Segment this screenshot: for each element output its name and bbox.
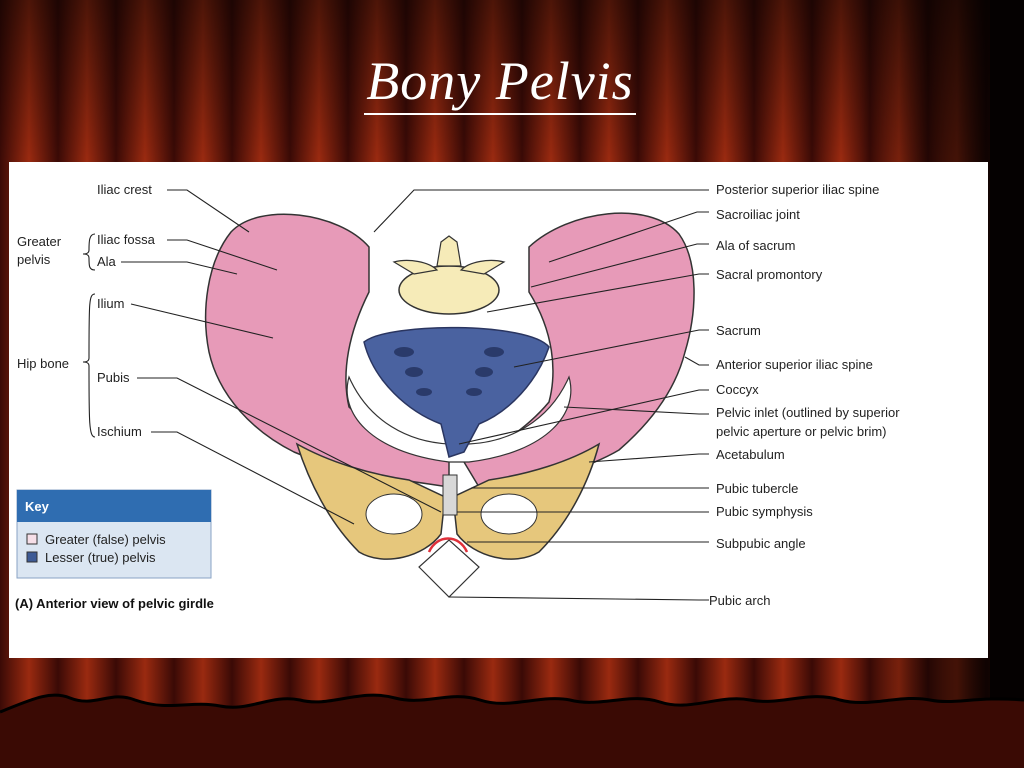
figure-caption: (A) Anterior view of pelvic girdle — [15, 596, 214, 611]
key-label-lesser: Lesser (true) pelvis — [45, 550, 156, 565]
label-pelvic-inlet-line2: pelvic aperture or pelvic brim) — [716, 424, 887, 439]
label-pubic-arch: Pubic arch — [709, 593, 771, 608]
slide-title — [0, 50, 1000, 112]
right-obturator-foramen — [481, 494, 537, 534]
label-subpubic-angle: Subpubic angle — [716, 536, 806, 551]
label-iliac-fossa: Iliac fossa — [97, 232, 155, 247]
label-ilium: Ilium — [97, 296, 125, 311]
pubic-symphysis-shape — [443, 475, 457, 515]
label-sacrum: Sacrum — [716, 323, 761, 338]
label-ischium: Ischium — [97, 424, 142, 439]
slide-title-text: Bony Pelvis — [364, 51, 635, 115]
left-obturator-foramen — [366, 494, 422, 534]
key-swatch-greater — [27, 534, 37, 544]
label-sacral-promontory: Sacral promontory — [716, 267, 823, 282]
brace-hip-bone — [83, 294, 95, 437]
pubic-arch-lines — [419, 540, 479, 597]
label-ala-of-sacrum: Ala of sacrum — [716, 238, 796, 253]
leader-anterior-superior-iliac-spine — [685, 357, 709, 365]
leader-iliac-crest — [167, 190, 249, 232]
label-hip-bone: Hip bone — [17, 356, 70, 371]
label-sacroiliac-joint: Sacroiliac joint — [716, 207, 800, 222]
label-coccyx: Coccyx — [716, 382, 759, 397]
key-title: Key — [25, 499, 49, 514]
label-acetabulum: Acetabulum — [716, 447, 785, 462]
label-pubic-tubercle: Pubic tubercle — [716, 481, 799, 496]
leader-pubic-arch — [449, 597, 709, 600]
label-pubis: Pubis — [97, 370, 130, 385]
label-greater-line2: pelvis — [17, 252, 51, 267]
brace-greater-pelvis — [83, 234, 95, 270]
key-swatch-lesser — [27, 552, 37, 562]
label-posterior-superior-iliac-spine: Posterior superior iliac spine — [716, 182, 880, 197]
vertebral-process-shape — [437, 236, 461, 266]
label-iliac-crest: Iliac crest — [97, 182, 152, 197]
label-ala: Ala — [97, 254, 116, 269]
label-pelvic-inlet-line1: Pelvic inlet (outlined by superior — [716, 405, 900, 420]
label-greater-line1: Greater — [17, 234, 62, 249]
label-anterior-superior-iliac-spine: Anterior superior iliac spine — [716, 357, 873, 372]
pelvis-figure-panel — [9, 162, 988, 658]
label-pubic-symphysis: Pubic symphysis — [716, 504, 813, 519]
key-box — [17, 490, 211, 578]
key-label-greater: Greater (false) pelvis — [45, 532, 166, 547]
pelvis-diagram — [9, 162, 988, 658]
